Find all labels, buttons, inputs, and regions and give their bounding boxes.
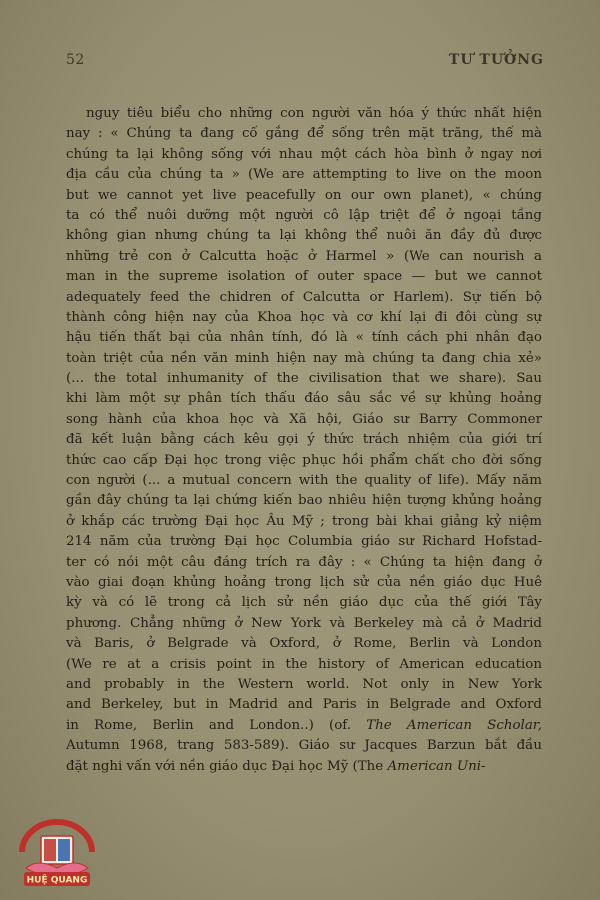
text-line: nguy tiêu biểu cho những con người văn hóa ý thức nhất hiện [86, 106, 542, 121]
library-logo [16, 818, 98, 890]
text-line: adequately feed the chidren of Calcutta or Harlem). Sự tiến bộ [66, 289, 542, 305]
page-number: 52 [66, 52, 85, 68]
text-line: toàn triệt của nền văn minh hiện nay mà chúng ta đang chia xẻ» [66, 350, 542, 366]
text-line: but we cannot yet live peacefully on our own planet), « chúng [66, 187, 542, 203]
text-line: 214 năm của trường Đại học Columbia giáo sư Richard Hofstad- [66, 534, 542, 550]
text-line: con người (... a mutual concern with the quality of life). Mấy năm [66, 473, 542, 489]
text-line: and Berkeley, but in Madrid and Paris in Belgrade and Oxford [66, 697, 542, 713]
text-line: những trẻ con ở Calcutta hoặc ở Harmel » (We can nourish a [66, 248, 542, 264]
text-line: không gian nhưng chúng ta lại không thể nuôi ăn đầy đủ được [66, 228, 542, 244]
page-header [66, 52, 544, 68]
text-line: Autumn 1968, trang 583-589). Giáo sư Jacques Barzun bắt đầu [66, 738, 542, 754]
text-line: hậu tiến thất bại của nhân tính, đó là « tính cách phi nhân đạo [66, 330, 542, 346]
text-line: gần đây chúng ta lại chứng kiến bao nhiêu hiện tượng khủng hoảng [66, 493, 542, 509]
text-line: ter có nói một câu đáng trích ra đây : « Chúng ta hiện đang ở [66, 554, 542, 570]
text-line-with-italic [66, 757, 542, 777]
italic-journal-title: The American Scholar, [366, 717, 542, 733]
text-line: ta có thể nuôi dưỡng một người cô lập triệt để ở ngoại tầng [66, 207, 542, 223]
text-line-start: đặt nghi vấn với nền giáo dục Đại học Mỹ (The [66, 758, 388, 774]
text-line: (... the total inhumanity of the civilisation that we share). Sau [66, 371, 542, 387]
running-title: TƯ TƯỞNG [448, 52, 544, 68]
body-text [66, 104, 542, 777]
text-line: (We re at a crisis point in the history of American education [66, 656, 542, 672]
text-line: thức cao cấp Đại học trong việc phục hồi phẩm chất cho đời sống [66, 452, 542, 468]
text-line: man in the supreme isolation of outer space — but we cannot [66, 269, 542, 285]
text-line: ở khắp các trường Đại học Âu Mỹ ; trong bài khai giảng kỷ niệm [66, 513, 542, 529]
text-line: vào giai đoạn khủng hoảng trong lịch sử của nền giáo dục Huê [66, 574, 542, 590]
text-line-start: in Rome, Berlin and London..) (of. [66, 717, 367, 733]
text-line: và Baris, ở Belgrade và Oxford, ở Rome, Berlin và London [66, 636, 542, 652]
text-line: thành công hiện nay của Khoa học và cơ khí lại đi đôi cùng sự [66, 309, 542, 325]
text-line: and probably in the Western world. Not only in New York [66, 676, 542, 692]
italic-book-title: American Uni- [387, 758, 486, 774]
text-line-with-italic [66, 716, 542, 736]
text-line: khi làm một sự phân tích thấu đáo sâu sắc về sự khủng hoảng [66, 391, 542, 407]
text-line: song hành của khoa học và Xã hội, Giáo sư Barry Commoner [66, 411, 542, 427]
text-line: kỳ và có lẽ trong cả lịch sử nền giáo dục của thế giới Tây [66, 595, 542, 611]
text-line: nay : « Chúng ta đang cố gắng để sống trên mặt trăng, thế mà [66, 126, 542, 142]
text-line: phương. Chẳng những ở New York và Berkeley mà cả ở Madrid [66, 615, 542, 631]
lotus-emblem-icon [16, 818, 98, 890]
text-line: địa cầu của chúng ta » (We are attempting to live on the moon [66, 167, 542, 183]
logo-label: HUỆ QUANG [26, 875, 88, 886]
text-line: chúng ta lại không sống với nhau một cách hòa bình ở ngay nơi [66, 146, 542, 162]
text-line: đã kết luận bằng cách kêu gọi ý thức trách nhiệm của giới trí [66, 432, 542, 448]
